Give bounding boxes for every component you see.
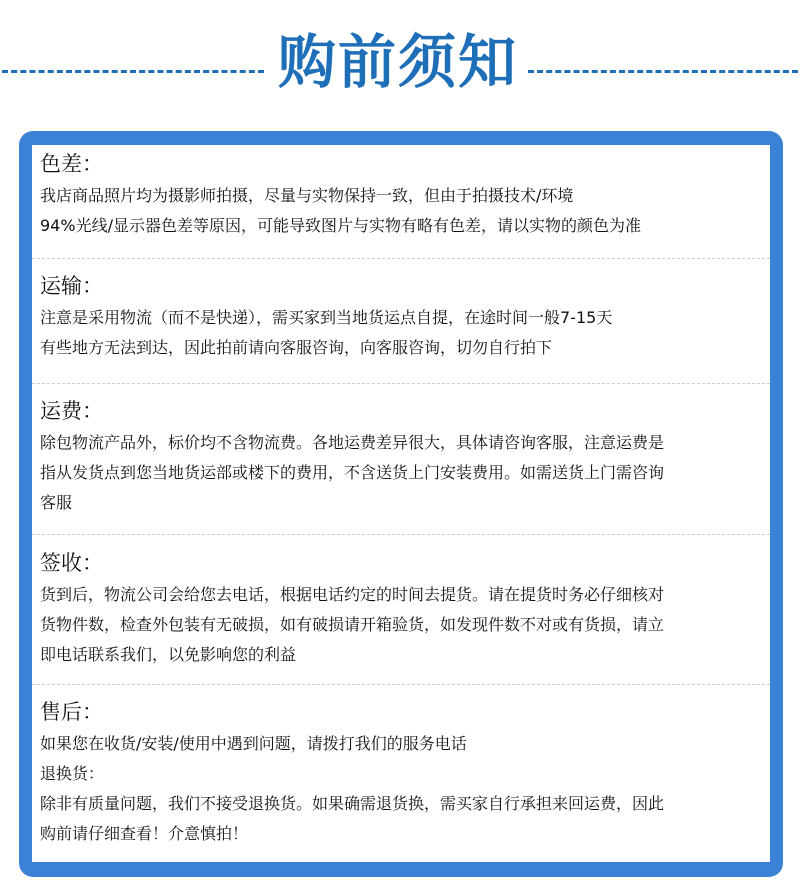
section-heading: 售后： bbox=[40, 700, 103, 724]
title-divider-right bbox=[528, 70, 798, 73]
page-title: 购前须知 bbox=[277, 28, 518, 96]
section-line: 货到后，物流公司会给您去电话，根据电话约定的时间去提货。请在提货时务必仔细核对 bbox=[40, 585, 665, 604]
section-divider bbox=[32, 383, 770, 384]
section-line: 即电话联系我们，以免影响您的利益 bbox=[40, 645, 297, 664]
section-line: 指从发货点到您当地货运部或楼下的费用，不含送货上门安装费用。如需送货上门需咨询 bbox=[40, 463, 665, 482]
section-divider bbox=[32, 684, 770, 685]
section-line: 注意是采用物流（而不是快递），需买家到当地货运点自提，在途时间一般7-15天 bbox=[40, 308, 613, 327]
notice-panel bbox=[32, 145, 770, 862]
section-line: 有些地方无法到达，因此拍前请向客服咨询，向客服咨询，切勿自行拍下 bbox=[40, 338, 553, 357]
section-heading: 运费： bbox=[40, 399, 103, 423]
section-heading: 色差： bbox=[40, 152, 103, 176]
section-line: 客服 bbox=[40, 493, 73, 512]
section-after-sales bbox=[40, 693, 762, 849]
title-divider-left bbox=[2, 70, 264, 73]
section-color-difference bbox=[40, 145, 762, 241]
section-line: 购前请仔细查看！介意慎拍！ bbox=[40, 824, 249, 843]
section-divider bbox=[32, 534, 770, 535]
section-line: 除非有质量问题，我们不接受退换货。如果确需退货换，需买家自行承担来回运费，因此 bbox=[40, 794, 665, 813]
section-line: 退换货： bbox=[40, 764, 105, 783]
page-header bbox=[0, 0, 800, 125]
section-heading: 运输： bbox=[40, 274, 103, 298]
section-shipping-fee bbox=[40, 392, 762, 518]
section-shipping bbox=[40, 267, 762, 363]
section-line: 如果您在收货/安装/使用中遇到问题，请拨打我们的服务电话 bbox=[40, 734, 467, 753]
section-heading: 签收： bbox=[40, 551, 103, 575]
section-line: 94%光线/显示器色差等原因，可能导致图片与实物有略有色差，请以实物的颜色为准 bbox=[40, 216, 641, 235]
section-delivery-receipt bbox=[40, 544, 762, 670]
section-divider bbox=[32, 258, 770, 259]
section-line: 我店商品照片均为摄影师拍摄，尽量与实物保持一致，但由于拍摄技术/环境 bbox=[40, 186, 574, 205]
notice-frame bbox=[19, 131, 783, 877]
section-line: 货物件数，检查外包装有无破损，如有破损请开箱验货，如发现件数不对或有货损，请立 bbox=[40, 615, 665, 634]
section-line: 除包物流产品外，标价均不含物流费。各地运费差异很大，具体请咨询客服，注意运费是 bbox=[40, 433, 665, 452]
